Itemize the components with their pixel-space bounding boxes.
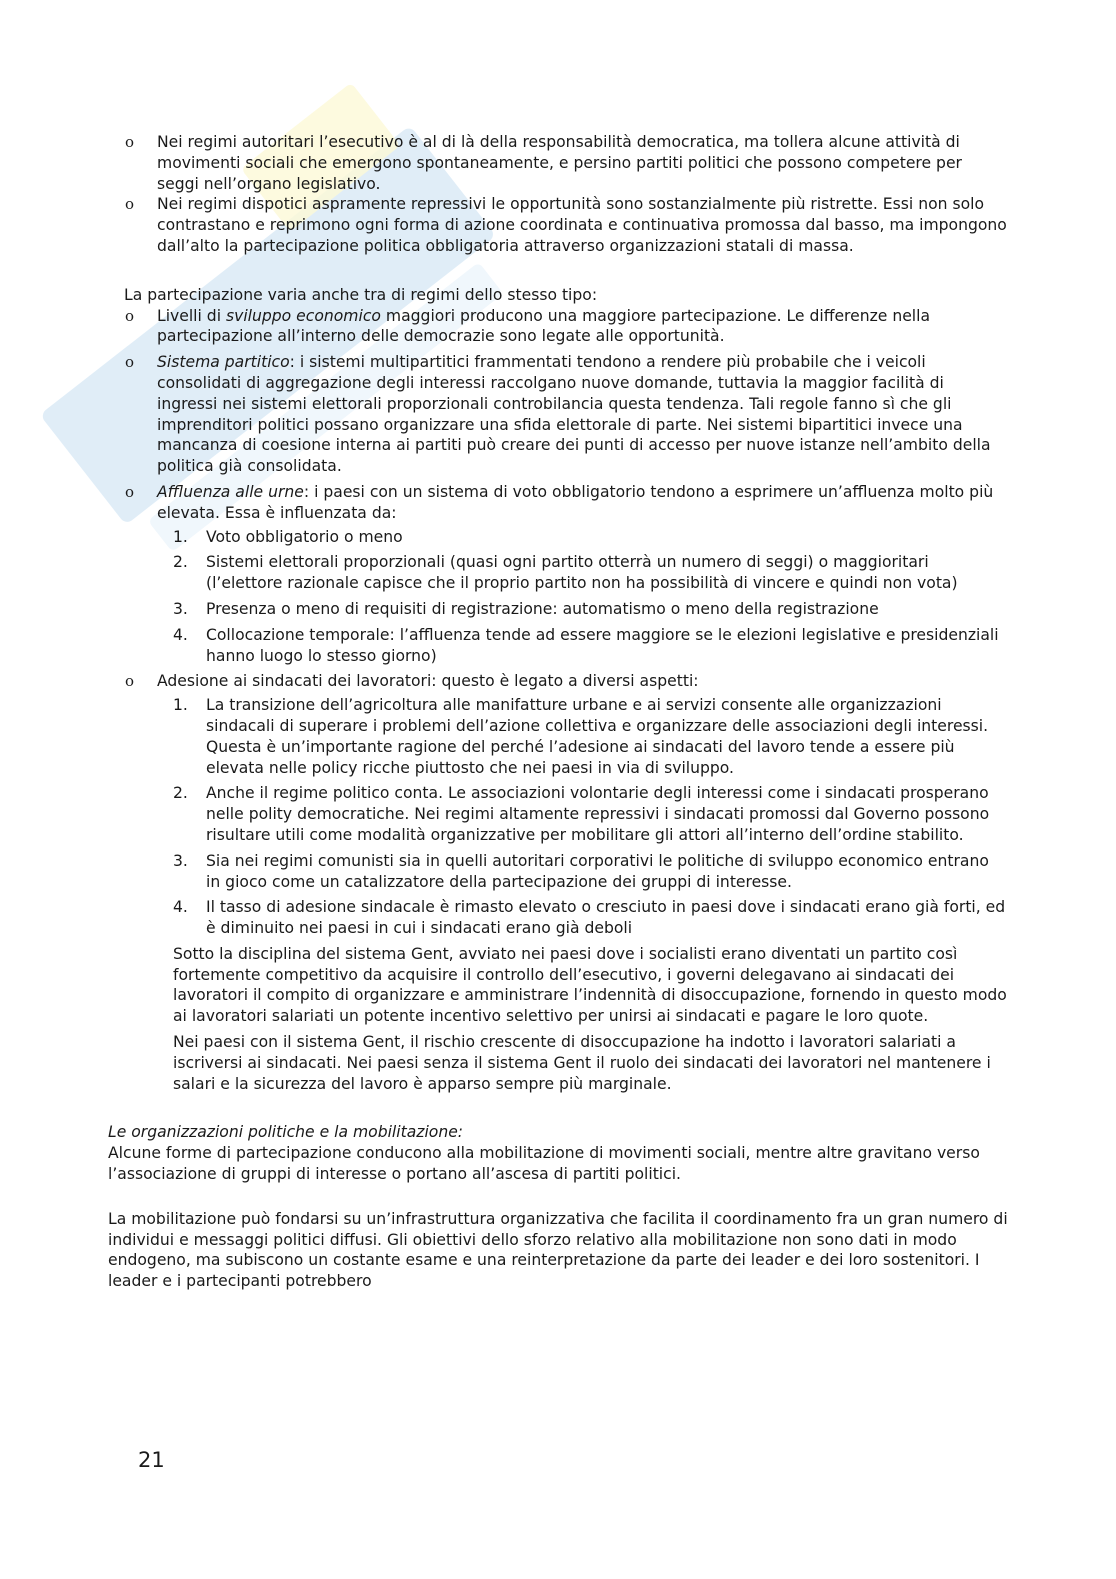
lead-paragraph: La partecipazione varia anche tra di regimi dello stesso tipo: — [124, 285, 598, 304]
bullet-marker: o — [125, 306, 135, 325]
bullet-marker: o — [125, 353, 135, 372]
numbered-item: 4. Collocazione temporale: l’affluenza tende ad essere maggiore se le elezioni legislative e presidenziali hanno luogo lo stesso giorno) — [173, 625, 999, 665]
numbered-item: 2. Sistemi elettorali proporzionali (quasi ogni partito otterrà un numero di seggi) o maggioritari (l’elettore razionale capisce che il proprio partito non ha possibilità di vincere e quindi non vota) — [173, 553, 958, 593]
numbered-item: 1. Voto obbligatorio o meno — [173, 527, 403, 546]
numbered-item: 3. Presenza o meno di requisiti di registrazione: automatismo o meno della registrazione — [173, 599, 879, 618]
bullet-marker: o — [125, 672, 135, 691]
numbered-item: 1. La transizione dell’agricoltura alle manifatture urbane e ai servizi consente alle organizzazioni sindacali di superare i problemi dell’azione collettiva e organizzare delle associazioni degli interessi. Questa è un’importante ragione del perché l’adesione ai sindacati del lavoro tende a essere più elevata nelle policy ricche piuttosto che nei paesi in via di sviluppo. — [173, 696, 989, 777]
bullet-text: Adesione ai sindacati dei lavoratori: questo è legato a diversi aspetti: — [157, 672, 699, 691]
section-heading: Le organizzazioni politiche e la mobilitazione: — [108, 1123, 464, 1142]
bullet-marker: o — [125, 133, 135, 151]
bullet-marker: o — [125, 195, 135, 214]
emphasis: Affluenza alle urne — [157, 482, 304, 501]
page-content — [108, 132, 1008, 1292]
bullet-text: Affluenza alle urne: i paesi con un sistema di voto obbligatorio tendono a esprimere un’affluenza molto più elevata. Essa è influenzata da: — [157, 482, 994, 522]
list-item — [108, 132, 1008, 194]
bullet-text: Sistema partitico: i sistemi multipartitici frammentati tendono a rendere più probabile che i veicoli consolidati di aggregazione degli interessi raccolgano nuove domande, tuttavia la maggior facilità di ingressi nei sistemi elettorali proporzionali controbilancia questa tendenza. Tali regole fanno sì che gli imprenditori politici possano organizzare una sfida elettorale di parte. Nei sistemi bipartitici invece una mancanza di coesione interna ai partiti può creare dei punti di accesso per nuove istanze nell’ambito della politica già consolidata. — [157, 353, 991, 476]
list-item — [108, 306, 1008, 348]
numbered-item: 2. Anche il regime politico conta. Le associazioni volontarie degli interessi come i sindacati prosperano nelle polity democratiche. Nei regimi altamente repressivi i sindacati promossi dal Governo possono risultare utili come modalità organizzative per mobilitare gli attori all’interno dell’ordine stabilito. — [173, 784, 990, 844]
page-number: 21 — [138, 1448, 165, 1472]
numbered-item: 4. Il tasso di adesione sindacale è rimasto elevato o cresciuto in paesi dove i sindacati erano già forti, ed è diminuito nei paesi in cui i sindacati erano già deboli — [173, 898, 1006, 938]
list-item — [108, 194, 1008, 256]
bullet-text: Nei regimi autoritari l’esecutivo è al di là della responsabilità democratica, ma tollera alcune attività di movimenti sociali che emergono spontaneamente, e persino partiti politici che possono competere per seggi nell’organo legislativo. — [157, 133, 962, 193]
gent-note: Sotto la disciplina del sistema Gent, avviato nei paesi dove i socialisti erano diventati un partito così fortemente competitivo da acquisire il controllo dell’esecutivo, i governi delegavano ai sindacati dei lavoratori il compito di organizzare e amministrare l’indennità di disoccupazione, fornendo in questo modo ai lavoratori salariati un potente incentivo selettivo per unirsi ai sindacati e pagare le loro quote. — [173, 944, 1007, 1026]
union-list — [173, 695, 1008, 939]
list-item — [108, 482, 1008, 524]
bullet-marker: o — [125, 482, 135, 501]
list-item — [108, 352, 1008, 477]
numbered-item: 3. Sia nei regimi comunisti sia in quelli autoritari corporativi le politiche di sviluppo economico entrano in gioco come un catalizzatore della partecipazione dei gruppi di interesse. — [173, 851, 989, 891]
emphasis: Sistema partitico — [157, 353, 290, 372]
bullet-text: Nei regimi dispotici aspramente repressivi le opportunità sono sostanzialmente più ristrette. Essi non solo contrastano e reprimono ogni forma di azione coordinata e continuativa promossa dal basso, ma impongono dall’alto la partecipazione politica obbligatoria attraverso organizzazioni statali di massa. — [157, 195, 1007, 255]
gent-note: Nei paesi con il sistema Gent, il rischio crescente di disoccupazione ha indotto i lavoratori salariati a iscriversi ai sindacati. Nei paesi senza il sistema Gent il ruolo dei sindacati dei lavoratori nel mantenere i salari e la sicurezza del lavoro è apparso sempre più marginale. — [173, 1033, 991, 1093]
section-paragraph: La mobilitazione può fondarsi su un’infrastruttura organizzativa che facilita il coordinamento fra un gran numero di individui e messaggi politici diffusi. Gli obiettivi dello sforzo relativo alla mobilitazione non sono dati in modo endogeno, ma subiscono un costante esame e una reinterpretazione da parte dei leader e dei loro sostenitori. I leader e i partecipanti potrebbero — [108, 1209, 1008, 1291]
bullet-text: Livelli di sviluppo economico maggiori producono una maggiore partecipazione. Le differenze nella partecipazione all’interno delle democrazie sono legate alle opportunità. — [157, 306, 931, 346]
section-paragraph: Alcune forme di partecipazione conducono alla mobilitazione di movimenti sociali, mentre altre gravitano verso l’associazione di gruppi di interesse o portano all’ascesa di partiti politici. — [108, 1144, 980, 1184]
emphasis: sviluppo economico — [225, 306, 381, 325]
turnout-list — [173, 527, 1008, 667]
list-item — [108, 671, 1008, 692]
